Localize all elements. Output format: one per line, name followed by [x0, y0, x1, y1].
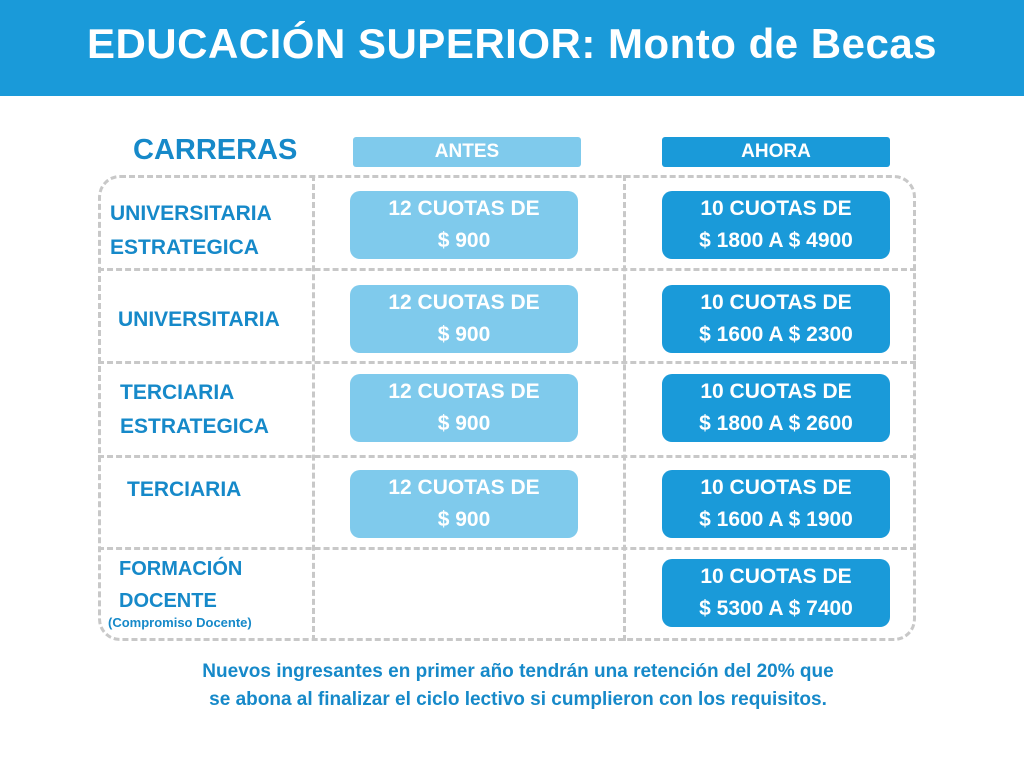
antes-cell-line: 12 CUOTAS DE [388, 476, 540, 499]
antes-cell [350, 470, 578, 538]
ahora-cell [662, 559, 890, 627]
footer-line: Nuevos ingresantes en primer año tendrán una retención del 20% que [202, 661, 834, 682]
row-label-line: UNIVERSITARIA [118, 308, 280, 331]
antes-cell-amount: $ 900 [437, 323, 491, 346]
header-banner [0, 0, 1024, 96]
row-divider [98, 361, 916, 364]
column-header-antes: ANTES [353, 137, 581, 167]
row-label-note: (Compromiso Docente) [108, 615, 252, 630]
ahora-cell-amount: $ 1600 A $ 1900 [699, 508, 853, 531]
row-label-line: UNIVERSITARIA [110, 202, 272, 225]
antes-cell [350, 191, 578, 259]
ahora-cell-line: 10 CUOTAS DE [700, 565, 852, 588]
antes-cell-amount: $ 900 [437, 412, 491, 435]
row-label-terciaria-estrategica [120, 376, 269, 444]
antes-cell-line: 12 CUOTAS DE [388, 380, 540, 403]
row-divider [98, 547, 916, 550]
ahora-cell-amount: $ 1800 A $ 4900 [699, 229, 853, 252]
row-label-line: ESTRATEGICA [120, 415, 269, 438]
ahora-cell [662, 374, 890, 442]
antes-cell-amount: $ 900 [437, 229, 491, 252]
antes-cell-line: 12 CUOTAS DE [388, 197, 540, 220]
footer-line: se abona al finalizar el ciclo lectivo si cumplieron con los requisitos. [209, 689, 827, 710]
ahora-cell-amount: $ 1600 A $ 2300 [699, 323, 853, 346]
antes-cell [350, 374, 578, 442]
footer-note [100, 658, 936, 714]
antes-cell [350, 285, 578, 353]
ahora-cell [662, 285, 890, 353]
ahora-cell-line: 10 CUOTAS DE [700, 380, 852, 403]
column-header-ahora: AHORA [662, 137, 890, 167]
column-divider [312, 175, 315, 641]
page-title: EDUCACIÓN SUPERIOR: Monto de Becas [86, 20, 938, 67]
row-label-line: DOCENTE [119, 590, 217, 612]
row-divider [98, 455, 916, 458]
row-label-line: ESTRATEGICA [110, 236, 259, 259]
column-header-carreras: CARRERAS [133, 134, 298, 166]
ahora-cell [662, 470, 890, 538]
row-label-formacion-docente [119, 553, 242, 617]
antes-cell-amount: $ 900 [437, 508, 491, 531]
ahora-cell-amount: $ 5300 A $ 7400 [699, 597, 853, 620]
row-label-line: TERCIARIA [127, 478, 242, 501]
ahora-cell-line: 10 CUOTAS DE [700, 476, 852, 499]
row-divider [98, 268, 916, 271]
antes-cell-line: 12 CUOTAS DE [388, 291, 540, 314]
ahora-cell-line: 10 CUOTAS DE [700, 291, 852, 314]
row-label-universitaria [118, 303, 280, 337]
row-label-universitaria-estrategica [110, 197, 272, 265]
row-label-terciaria [127, 473, 241, 507]
ahora-cell-amount: $ 1800 A $ 2600 [699, 412, 853, 435]
row-label-line: FORMACIÓN [119, 558, 243, 580]
column-divider [623, 175, 626, 641]
ahora-cell-line: 10 CUOTAS DE [700, 197, 852, 220]
ahora-cell [662, 191, 890, 259]
row-label-line: TERCIARIA [120, 381, 235, 404]
